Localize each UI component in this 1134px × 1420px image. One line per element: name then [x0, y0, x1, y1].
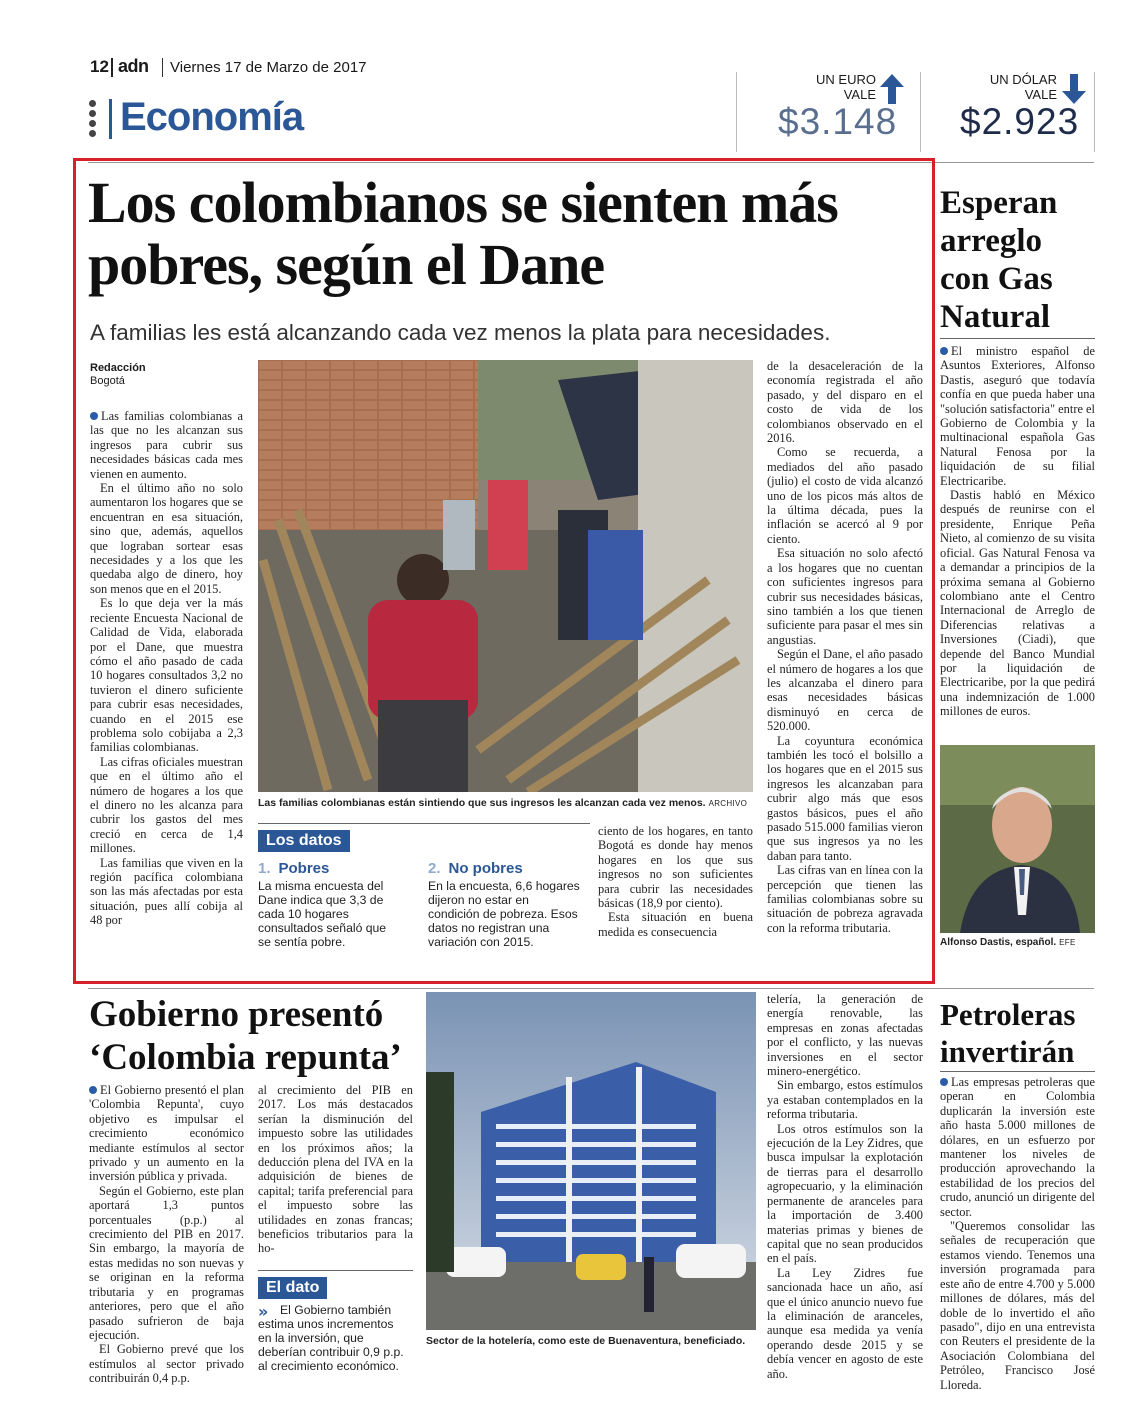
hotel-photo [426, 992, 756, 1330]
bottom-column-1: El Gobierno presentó el plan 'Colombia Repunta', cuyo objetivo es impulsar el crecimiento económico mediante estímulos al sector privado y un aumento en la inversión pública y privada. Según el Gobierno, este plan aportará 1,3 puntos porcentuales (p.p.) al crecimiento del PIB en 2017. Sin embargo, la mayoría de estas medidas no son nuevas y se originan en la reforma tributaria y en programas anteriores, pero que el año pasado sufrieron de baja ejecución. El Gobierno prevé que los estímulos al sector privado contribuirán 0,4 p.p. [89, 1083, 244, 1386]
bullet-icon [90, 412, 98, 420]
section-dots-icon [89, 100, 97, 138]
headline: Los colombianos se sienten más pobres, según el Dane [88, 170, 838, 297]
datos-item-pobres: 1. Pobres La misma encuesta del Dane indica que 3,3 de cada 10 hogares consultados señaló que se sentía pobre. [258, 860, 387, 949]
hotel-photo-caption: Sector de la hotelería, como este de Buenaventura, beneficiado. [426, 1335, 746, 1347]
dastis-photo [940, 745, 1095, 933]
side2-rule [940, 1071, 1095, 1072]
euro-label: UN EURO VALE [816, 72, 876, 102]
main-column-1: Las familias colombianas a las que no les alcanzan sus ingresos para cubrir sus necesidades básicas cada mes vienen en aumento. En el último año no solo aumentaron los hogares que se encuentran en esa situación, sino que, además, aquellos que lograban sortear esas necesidades y a los que les quedaba algo de dinero, hoy son menos que en el 2015. Es lo que deja ver la más reciente Encuesta Nacional de Calidad de Vida, elaborada por el Dane, que muestra cómo el año pasado de cada 10 hogares consultados 3,2 no tuvieron el dinero suficiente para cubrir esas necesidades, cuando en el 2015 ese problema solo cobijaba a 2,3 familias colombianas. Las cifras oficiales muestran que en el último año el número de hogares a los que el dinero no les alcanza para cubrir los gastos del mes creció en cerca de 1,4 millones. Las familias que viven en la región pacífica colombiana son las más afectadas por esta situación, pues allí cobija al 48 por [90, 409, 243, 928]
main-column-3: ciento de los hogares, en tanto Bogotá es donde hay menos hogares en los que sus ingresos no son suficientes para cubrir las necesidades básicas (18,9 por ciento). Esta situación en buena medida es consecuencia [598, 824, 753, 939]
issue-date: Viernes 17 de Marzo de 2017 [170, 59, 367, 76]
dato-heading: El dato [258, 1277, 327, 1299]
datos-heading: Los datos [258, 830, 350, 852]
double-chevron-icon: » [258, 1302, 269, 1321]
brand-logo: adn [118, 56, 149, 76]
page-number: 12 [90, 57, 109, 76]
bottom-column-4: telería, la generación de energía renovable, las empresas en zonas afectadas por el conflicto, y las nuevas inversiones en el sector minero-energético. Sin embargo, estos estímulos ya estaban contemplados en la reforma tributaria. Los otros estímulos son la ejecución de la Ley Zidres, que busca impulsar la explotación de tierras para el desarrollo agropecuario, y la eliminación permanente de aranceles para la importación de 3.400 materias primas y bienes de capital que no sean producidos en el país. La Ley Zidres fue sancionada hace un año, así que el único anuncio nuevo fue la eliminación de aranceles, aunque esa medida ya venía operando desde 2015 y se debía vencer en agosto de este año. [767, 992, 923, 1381]
bullet-icon [89, 1086, 97, 1094]
section-title: Economía [120, 95, 304, 139]
main-column-4: de la desaceleración de la economía registrada el año pasado, y del disparo en el costo de vida de los colombianos observado en el 2016. Como se recuerda, a mediados del año pasado (julio) el costo de vida alcanzó uno de los picos más altos de la última década, pues la inflación se acercó al 9 por ciento. Esa situación no solo afectó a los hogares que no cuentan con suficientes ingresos para cubrir sus necesidades básicas, sino también a los que tienen suficiente para pasar el mes sin angustias. Según el Dane, el año pasado el número de hogares a los que les alcanzaba el dinero para esas necesidades básicas disminuyó en cerca de 520.000. La coyuntura económica también les tocó el bolsillo a los hogares que en el 2015 sus ingresos les alcanzaban para cubrir algo más que esos gastos básicos, pues el año pasado 515.000 familias vieron que sus ingresos ya no les daban para tanto. Las cifras van en línea con la percepción que tienen las familias colombianas sobre su situación de pobreza agravada con la reforma tributaria. [767, 359, 923, 935]
datos-item-no-pobres: 2. No pobres En la encuesta, 6,6 hogares dijeron no estar en condición de pobreza. Esos datos no registran una variación con 2015. [428, 860, 580, 949]
bullet-icon [940, 1078, 948, 1086]
dato-rule [258, 1270, 413, 1271]
dato-body: » El Gobierno también estima unos incrementos en la inversión, que deberían contribuir 0,9 p.p. al crecimiento económico. [258, 1302, 404, 1373]
header-divider [111, 58, 113, 77]
bottom-column-2: al crecimiento del PIB en 2017. Los más destacados serían la disminución del impuesto sobre las utilidades en los próximos años; la deducción plena del IVA en la adquisición de bienes de capital; tarifa preferencial para el impuesto sobre las utilidades en zonas francas; beneficios tributarios para la ho- [258, 1083, 413, 1256]
euro-value: $3.148 [778, 101, 898, 142]
side1-headline: Esperan arreglo con Gas Natural [940, 185, 1058, 335]
datos-rule [258, 823, 590, 824]
header-divider [162, 58, 163, 77]
dolar-value: $2.923 [960, 101, 1080, 142]
main-photo [258, 360, 753, 792]
bottom-top-rule [88, 988, 1094, 989]
bottom-headline: Gobierno presentó ‘Colombia repunta’ [89, 994, 402, 1078]
currency-divider [736, 72, 737, 152]
side2-body: Las empresas petroleras que operan en Colombia duplicarán la inversión este año hasta 5.000 millones de dólares, en un esfuerzo por mantener los niveles de producción aprovechando la estabilidad de los precios del crudo, anunció un dirigente del sector. "Queremos consolidar las señales de recuperación que estamos viendo. Tenemos una inversión programada para este año de entre 4.700 y 5.000 millones de dólares, más del doble de lo invertido el año pasado", dijo en una entrevista con Reuters el presidente de la Asociación Colombiana del Petróleo, Francisco José Lloreda. [940, 1075, 1095, 1392]
side1-body: El ministro español de Asuntos Exteriores, Alfonso Dastis, aseguró que todavía confía en que pueda haber una "solución satisfactoria" entre el Gobierno de Colombia y la multinacional española Gas Natural Fenosa por la liquidación de su filial Electricaribe. Dastis habló en México después de reunirse con el presidente, Enrique Peña Nieto, al comienzo de su visita oficial. Gas Natural Fenosa va a demandar a principios de la próxima semana al Gobierno colombiano ante el Centro Internacional de Arreglo de Diferencias relativas a Inversiones (Ciadi), que depende del Banco Mundial por la liquidación de Electricaribe, por la que pedirá una indemnización de 1.000 millones de euros. [940, 344, 1095, 719]
main-photo-caption: Las familias colombianas están sintiendo que sus ingresos les alcanzan cada vez menos. ARCHIVO [258, 797, 748, 809]
side1-rule [940, 338, 1095, 339]
side2-headline: Petroleras invertirán [940, 997, 1076, 1069]
bullet-icon [940, 347, 948, 355]
section-bar [109, 99, 112, 139]
subheadline: A familias les está alcanzando cada vez menos la plata para necesidades. [90, 320, 831, 345]
dastis-caption: Alfonso Dastis, español. EFE [940, 937, 1076, 948]
dolar-label: UN DÓLAR VALE [989, 72, 1057, 102]
currency-divider [1094, 72, 1095, 152]
byline: Redacción Bogotá [90, 362, 146, 387]
currency-divider [920, 72, 921, 152]
